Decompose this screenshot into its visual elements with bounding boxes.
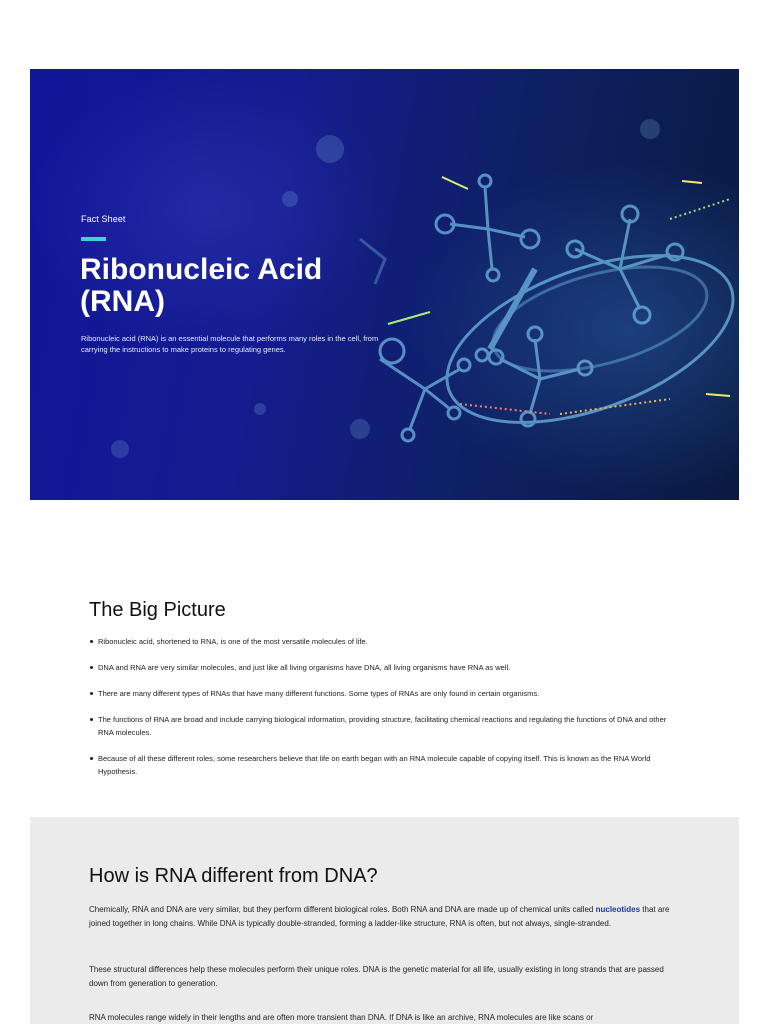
paragraph: These structural differences help these molecules perform their unique roles. DNA is the genetic material for all life, usually existing in long strands that are passed down from generation to generation. xyxy=(89,965,664,988)
rna-vs-dna-heading: How is RNA different from DNA? xyxy=(89,865,378,887)
paragraph-text: that are joined together in long chains. While DNA is typically double-stranded, forming a ladder-like structure, RNA is often, but not always, single-stranded. xyxy=(89,905,670,928)
list-item: There are many different types of RNAs that have many different functions. Some types of RNAs are only found in certain organisms. xyxy=(89,687,679,700)
paragraph: RNA molecules range widely in their lengths and are often more transient than DNA. If DNA is like an archive, RNA molecules are like scans or xyxy=(89,1013,594,1022)
big-picture-section xyxy=(89,599,689,791)
list-item: The functions of RNA are broad and include carrying biological information, providing structure, facilitating chemical reactions and regulating the functions of DNA and other RNA molecules. xyxy=(89,713,679,739)
hero-banner xyxy=(30,69,739,500)
paragraph-text: Chemically, RNA and DNA are very similar, but they perform different biological roles. Both RNA and DNA are made up of chemical units called xyxy=(89,905,596,914)
list-item: Because of all these different roles, some researchers believe that life on earth began with an RNA molecule capable of copying itself. This is known as the RNA World Hypothesis. xyxy=(89,752,679,778)
hero-description: Ribonucleic acid (RNA) is an essential molecule that performs many roles in the cell, from carrying the instructions to make proteins to regulating genes. xyxy=(81,334,379,354)
big-picture-heading: The Big Picture xyxy=(89,599,226,621)
big-picture-list xyxy=(89,635,689,778)
paragraph xyxy=(89,903,679,930)
fact-sheet-label: Fact Sheet xyxy=(81,214,126,224)
list-item: DNA and RNA are very similar molecules, and just like all living organisms have DNA, all living organisms have RNA as well. xyxy=(89,661,679,674)
rna-vs-dna-section xyxy=(30,817,739,1024)
nucleotides-link[interactable]: nucleotides xyxy=(595,905,641,914)
accent-bar xyxy=(81,237,106,241)
list-item: Ribonucleic acid, shortened to RNA, is one of the most versatile molecules of life. xyxy=(89,635,679,648)
page-title: Ribonucleic Acid (RNA) xyxy=(80,253,323,318)
